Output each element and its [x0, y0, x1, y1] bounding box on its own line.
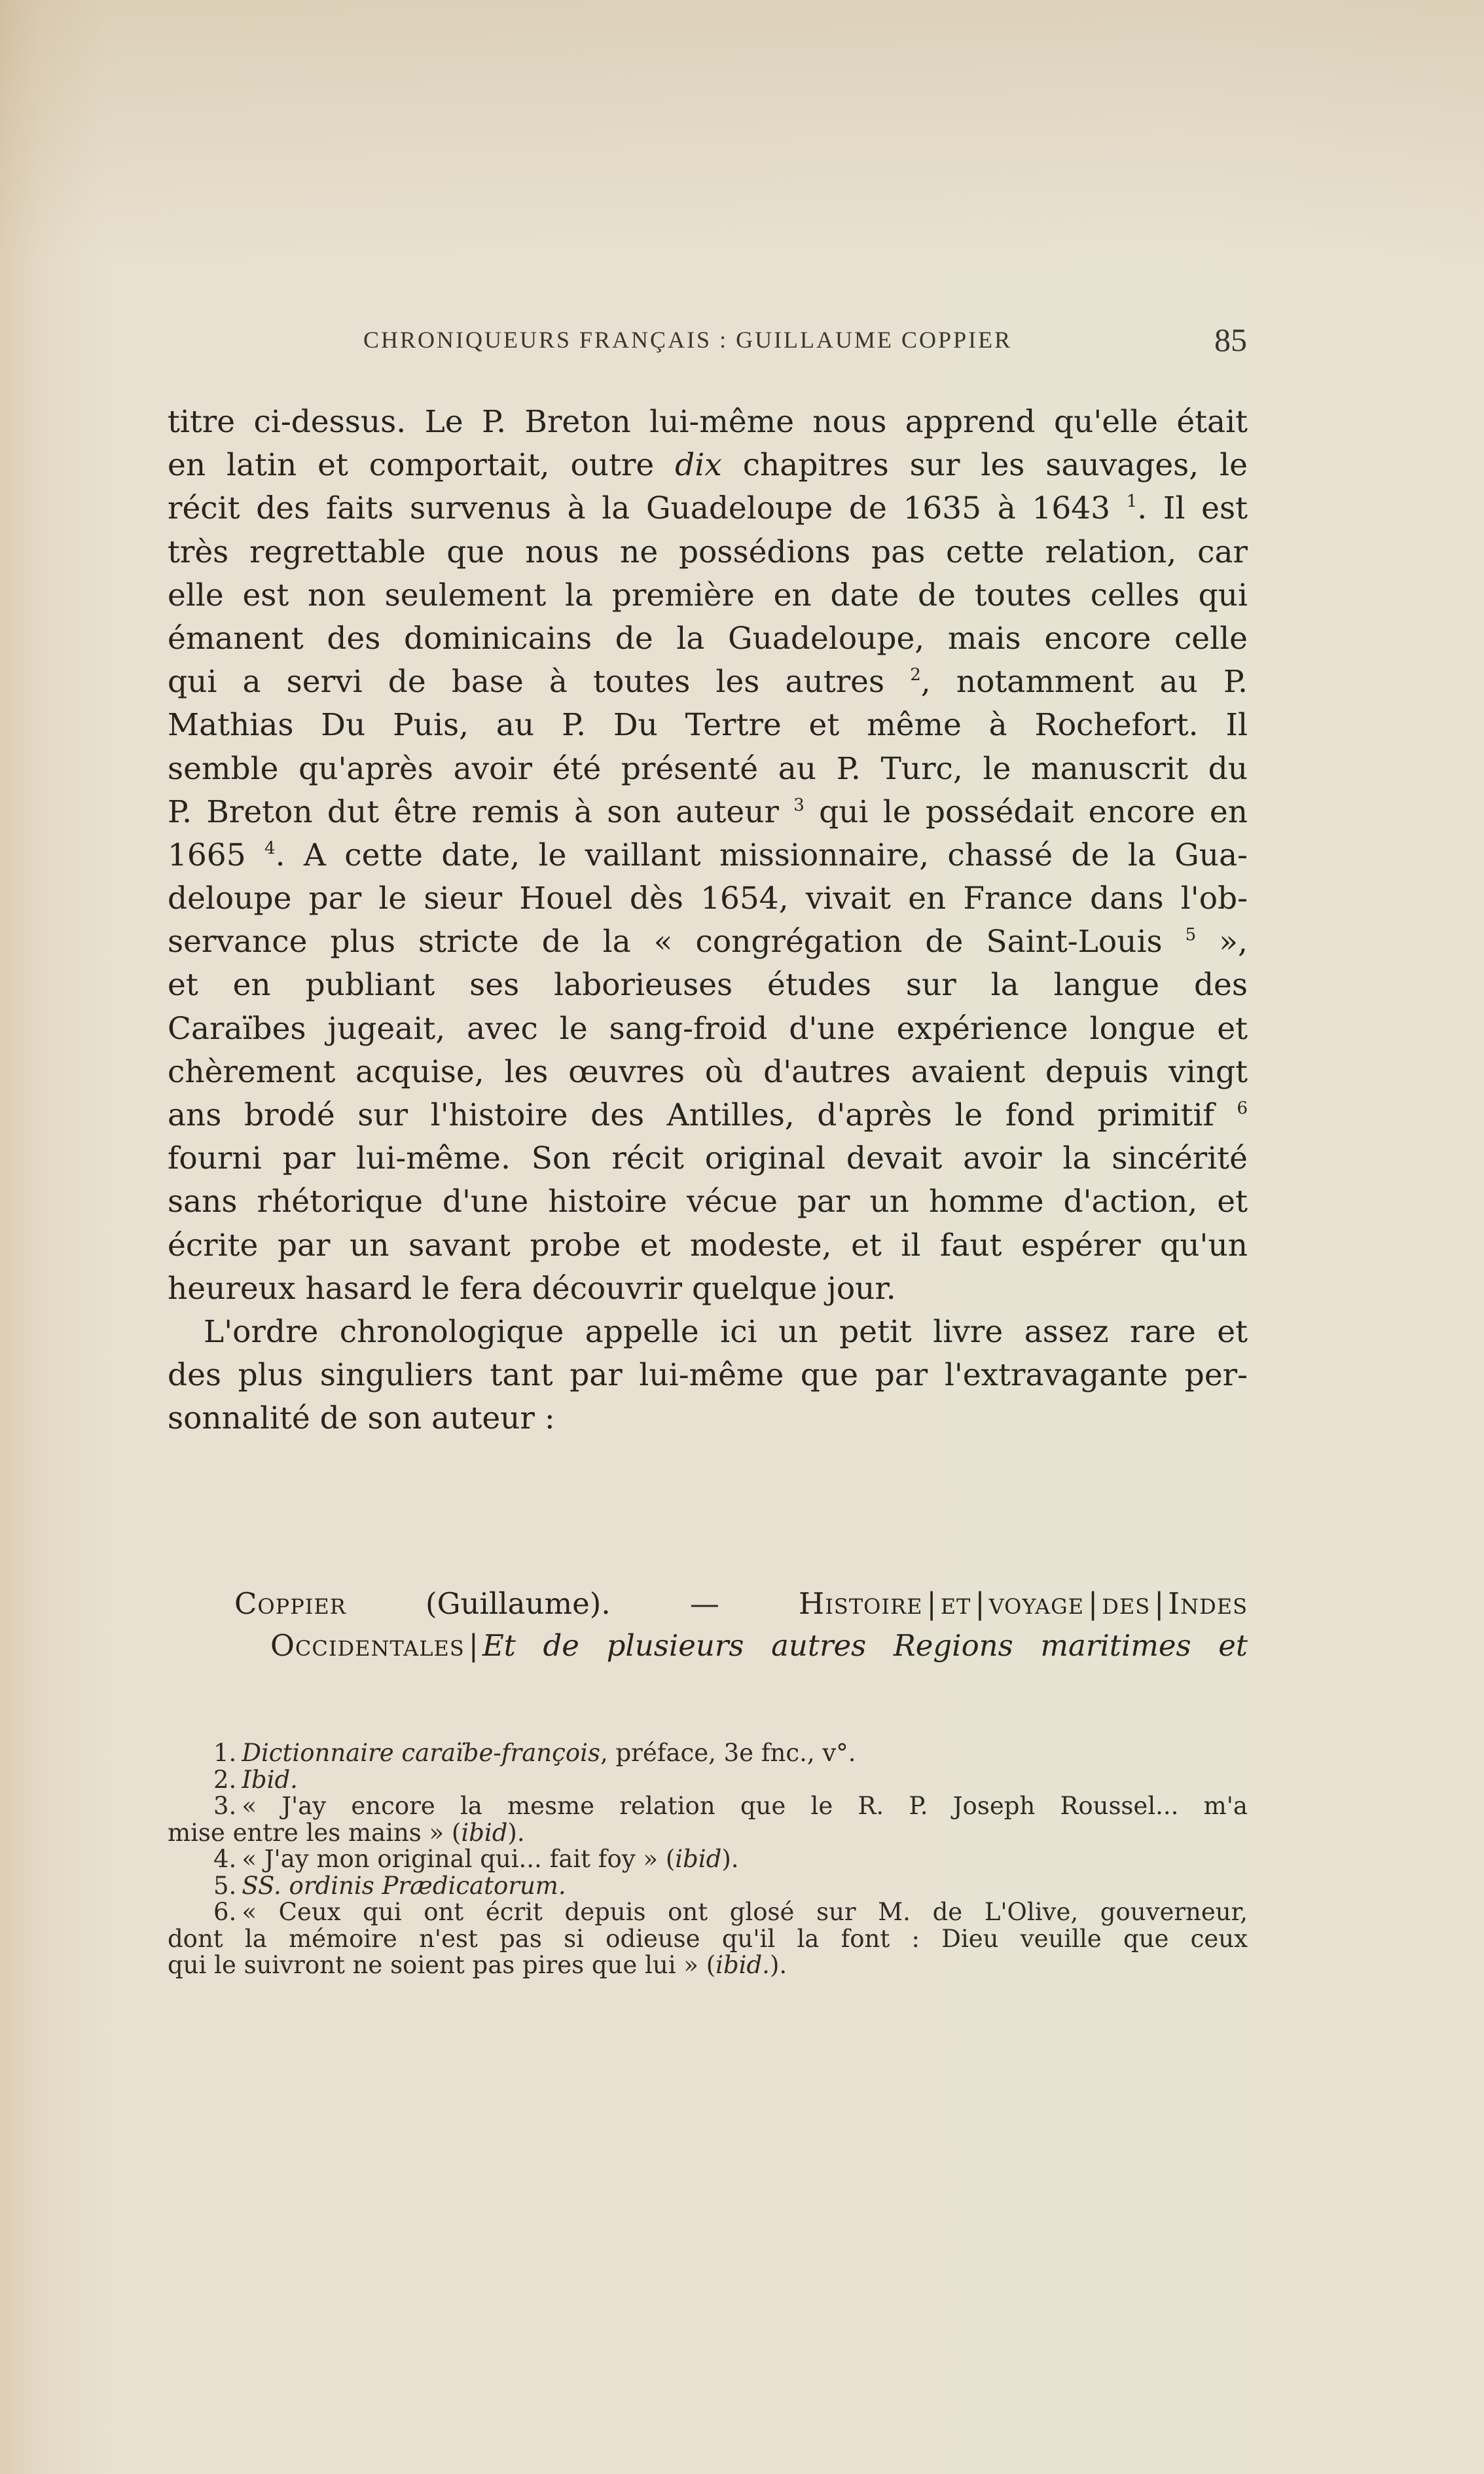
line-separator: | [926, 1586, 937, 1621]
text-span: . A cette date, le vaillant missionnaire, chassé de la Gua- [275, 837, 1248, 873]
footnote-ref-1[interactable]: 1 [1126, 492, 1138, 512]
body-line: L'ordre chronologique appelle ici un petit livre assez rare et [204, 1313, 1248, 1350]
footnote-text: « Ceux qui ont écrit depuis ont glosé sur M. de L'Olive, gouverneur, [242, 1898, 1248, 1926]
author-surname: Coppier [234, 1586, 346, 1621]
text-span: récit des faits survenus à la Guadeloupe de 1635 à 1643 [168, 490, 1111, 527]
footnote-number: 5. [213, 1871, 237, 1900]
body-text [168, 401, 1248, 1441]
bibliographic-entry [234, 1583, 1248, 1667]
footnote-6 [168, 1899, 1248, 1926]
footnote-number: 3. [213, 1792, 237, 1820]
body-line: titre ci-dessus. Le P. Breton lui-même nous apprend qu'elle était [168, 404, 1248, 440]
text-span: qui le possédait encore en [819, 793, 1248, 830]
text-span: , notamment au P. [920, 664, 1248, 700]
footnote-text: ). [721, 1845, 739, 1873]
footnote-ref-3[interactable]: 3 [793, 795, 805, 815]
footnote-3-cont [168, 1820, 1248, 1847]
body-line: heureux hasard le fera découvrir quelque jour. [168, 1270, 896, 1307]
footnote-italic: Ibid. [242, 1765, 298, 1794]
footnote-text: qui le suivront ne soient pas pires que lui » ( [168, 1951, 716, 1979]
body-line: Caraïbes jugeait, avec le sang-froid d'une expérience longue et [168, 1010, 1248, 1047]
footnote-ref-4[interactable]: 4 [264, 838, 276, 858]
italic-word: dix [675, 447, 722, 484]
body-line: sonnalité de son auteur : [168, 1400, 555, 1437]
text-span: servance plus stricte de la « congrégation de Saint-Louis [168, 924, 1163, 960]
body-line: chèrement acquise, les œuvres où d'autres avaient depuis vingt [168, 1053, 1248, 1090]
footnote-5 [168, 1873, 1248, 1900]
title-word: des [1102, 1586, 1151, 1621]
body-line: elle est non seulement la première en date de toutes celles qui [168, 577, 1248, 613]
text-span: ans brodé sur l'histoire des Antilles, d'après le fond primitif [168, 1097, 1214, 1133]
title-word: voyage [988, 1586, 1085, 1621]
footnote-ref-5[interactable]: 5 [1185, 925, 1197, 945]
body-line [168, 487, 1248, 530]
footnote-italic: Dictionnaire caraïbe-françois [242, 1739, 600, 1767]
body-line [168, 791, 1248, 834]
text-span: en latin et comportait, outre [168, 447, 655, 484]
footnote-2 [168, 1767, 1248, 1794]
footnote-italic: ibid [461, 1818, 508, 1847]
footnote-italic: SS. ordinis Prædicatorum. [242, 1871, 566, 1900]
body-line: et en publiant ses laborieuses études sur la langue des [168, 967, 1248, 1004]
running-head [363, 321, 1247, 360]
footnote-4 [168, 1846, 1248, 1873]
body-line [168, 834, 1248, 877]
line-separator: | [468, 1628, 479, 1663]
footnote-ref-6[interactable]: 6 [1237, 1099, 1248, 1118]
body-line: très regrettable que nous ne possédions pas cette relation, car [168, 534, 1248, 570]
bib-line-1 [234, 1583, 1248, 1625]
body-line [168, 661, 1248, 704]
title-italic: Et de plusieurs autres Regions maritimes et [482, 1628, 1248, 1663]
line-separator: | [975, 1586, 985, 1621]
bib-line-2 [234, 1625, 1248, 1667]
body-line: fourni par lui-même. Son récit original devait avoir la sincérité [168, 1140, 1248, 1177]
footnote-text: dont la mémoire n'est pas si odieuse qu'il la font : Dieu veuille que ceux [168, 1924, 1248, 1953]
text-span: P. Breton dut être remis à son auteur [168, 793, 779, 830]
author-forename: (Guillaume). [425, 1586, 611, 1621]
line-separator: | [1088, 1586, 1098, 1621]
body-line: des plus singuliers tant par lui-même que par l'extravagante per- [168, 1357, 1248, 1394]
line-separator: | [1154, 1586, 1165, 1621]
body-line [168, 1094, 1248, 1137]
title-word: Occidentales [270, 1628, 465, 1663]
footnote-number: 2. [213, 1765, 237, 1794]
text-span: », [1219, 924, 1248, 960]
footnote-ref-2[interactable]: 2 [910, 665, 921, 685]
footnotes [168, 1740, 1248, 1979]
text-span: 1665 [168, 837, 246, 873]
footnote-italic: ibid [675, 1845, 722, 1873]
text-span: qui a servi de base à toutes les autres [168, 664, 885, 700]
footnote-6-cont [168, 1952, 1248, 1979]
footnote-text: mise entre les mains » ( [168, 1818, 461, 1847]
text-span: . Il est [1137, 490, 1248, 527]
footnote-number: 1. [213, 1739, 237, 1767]
footnote-3 [168, 1793, 1248, 1820]
running-title: CHRONIQUEURS FRANÇAIS : GUILLAUME COPPIER [363, 327, 1013, 353]
title-word: et [940, 1586, 971, 1621]
page-number: 85 [1214, 321, 1247, 358]
body-line: semble qu'après avoir été présenté au P. Turc, le manuscrit du [168, 750, 1248, 787]
body-line: sans rhétorique d'une histoire vécue par un homme d'action, et [168, 1184, 1248, 1220]
footnote-1 [168, 1740, 1248, 1767]
footnote-text: « J'ay encore la mesme relation que le R. P. Joseph Roussel... m'a [242, 1792, 1248, 1820]
body-line [168, 920, 1248, 964]
title-word: Indes [1168, 1586, 1248, 1621]
footnote-italic: ibid. [715, 1951, 770, 1979]
title-word: Histoire [799, 1586, 923, 1621]
em-dash: — [689, 1586, 719, 1621]
body-line [168, 444, 1248, 487]
body-line: émanent des dominicains de la Guadeloupe, mais encore celle [168, 620, 1248, 657]
body-line: Mathias Du Puis, au P. Du Tertre et même à Rochefort. Il [168, 707, 1248, 744]
footnote-text: ). [769, 1951, 787, 1979]
body-line: écrite par un savant probe et modeste, et il faut espérer qu'un [168, 1227, 1248, 1264]
footnote-text: , préface, 3e fnc., v°. [600, 1739, 856, 1767]
text-span: chapitres sur les sauvages, le [742, 447, 1248, 484]
body-line: deloupe par le sieur Houel dès 1654, vivait en France dans l'ob- [168, 881, 1248, 917]
footnote-number: 4. [213, 1845, 237, 1873]
footnote-6-cont [168, 1926, 1248, 1953]
footnote-text: « J'ay mon original qui... fait foy » ( [242, 1845, 676, 1873]
footnote-text: ). [507, 1818, 525, 1847]
footnote-number: 6. [213, 1898, 237, 1926]
